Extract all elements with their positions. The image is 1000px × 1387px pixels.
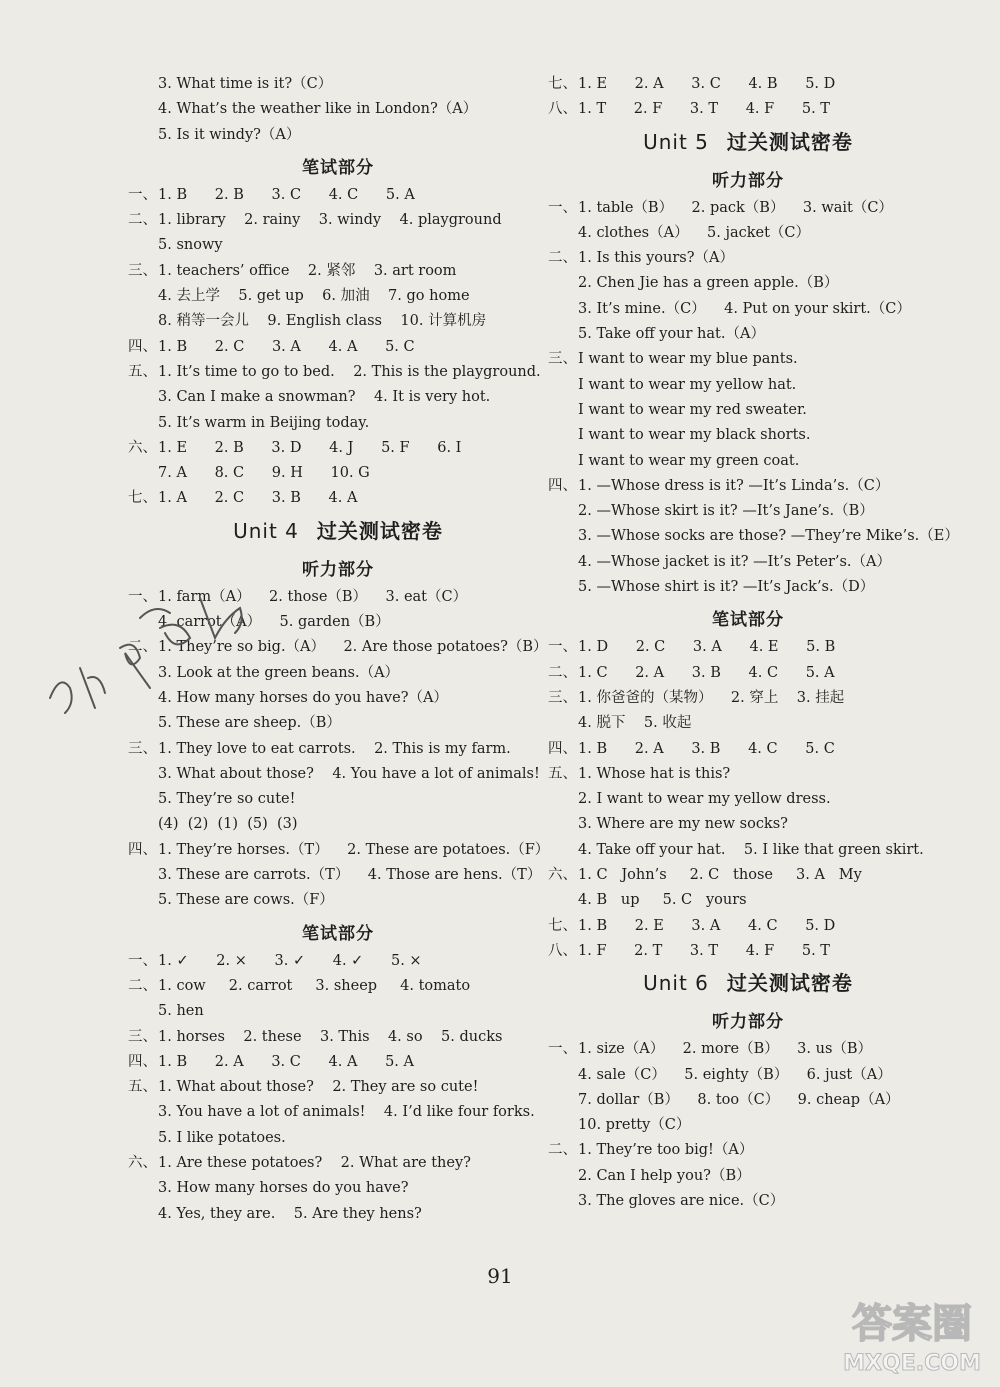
answer-text: 1. E 2. A 3. C 4. B 5. D (578, 76, 836, 92)
answer-line (128, 259, 548, 284)
answer-text: 1. B 2. C 3. A 4. A 5. C (158, 338, 415, 355)
answer-text: 4. Yes, they are. 5. Are they hens? (158, 1205, 422, 1222)
answer-text: 4. 脱下 5. 收起 (578, 715, 692, 732)
watermark-top: 答案圈 (852, 1301, 972, 1347)
unit-number: Unit 6 (643, 971, 709, 996)
answer-line (548, 550, 948, 575)
answer-line (548, 661, 948, 686)
answer-text: 5. I like potatoes. (158, 1129, 286, 1146)
unit-heading (128, 512, 548, 550)
question-number: 四、 (128, 338, 157, 355)
answer-line (548, 787, 948, 812)
answer-text: 1. 你爸爸的（某物） 2. 穿上 3. 挂起 (578, 689, 845, 706)
question-number: 四、 (128, 841, 157, 858)
question-number: 七、 (128, 490, 157, 507)
answer-line (548, 72, 948, 97)
answer-line (128, 1100, 548, 1125)
answer-line (548, 1189, 948, 1214)
answer-text: 1. Is this yours?（A） (578, 250, 734, 267)
answer-text: 5. Is it windy?（A） (158, 126, 301, 143)
question-number: 二、 (548, 250, 577, 267)
answer-line (128, 233, 548, 258)
answer-text: 10. pretty（C） (578, 1117, 691, 1134)
answer-line (548, 1063, 948, 1088)
question-number: 八、 (548, 101, 577, 118)
answer-line (548, 524, 959, 549)
answer-line (548, 221, 948, 246)
answer-line (548, 97, 948, 122)
answer-text: 1. B 2. A 3. B 4. C 5. C (578, 740, 835, 757)
answer-line (128, 949, 548, 974)
question-number: 二、 (548, 1142, 577, 1159)
question-number: 一、 (548, 199, 577, 216)
answer-text: 5. Take off your hat.（A） (578, 326, 765, 343)
answer-line (128, 309, 548, 334)
answer-text: I want to wear my blue pants. (578, 351, 798, 368)
answer-text: I want to wear my yellow hat. (578, 376, 797, 393)
answer-text: 5. —Whose shirt is it? —It’s Jack’s.（D） (578, 579, 875, 596)
answer-text: 7. A 8. C 9. H 10. G (158, 465, 370, 482)
answer-text: 5. These are cows.（F） (158, 892, 334, 909)
question-number: 二、 (128, 639, 157, 656)
answer-text: 1. They’re so big.（A） 2. Are those potatoes?（B） (158, 639, 548, 656)
question-number: 一、 (128, 588, 157, 605)
answer-text: 1. C John’s 2. C those 3. A My (578, 867, 862, 884)
answer-line (128, 787, 548, 812)
question-number: 二、 (128, 212, 157, 229)
answer-text: 1. What about those? 2. They are so cute! (158, 1079, 479, 1096)
unit-number: Unit 4 (233, 518, 299, 543)
question-number: 四、 (548, 740, 577, 757)
answer-text: 2. —Whose skirt is it? —It’s Jane’s.（B） (578, 503, 874, 520)
answer-text: 3. —Whose socks are those? —They’re Mike’s.（E） (578, 528, 959, 545)
answer-text: 1. size（A） 2. more（B） 3. us（B） (578, 1041, 873, 1058)
answer-text: 4. B up 5. C yours (578, 892, 747, 909)
answer-line (128, 974, 548, 999)
question-number: 五、 (128, 363, 157, 380)
answer-text: 1. ✓ 2. × 3. ✓ 4. ✓ 5. × (158, 952, 422, 969)
answer-line (128, 1202, 548, 1227)
answer-line (548, 914, 948, 939)
answer-text: 4. carrot（A） 5. garden（B） (158, 614, 390, 631)
answer-text: I want to wear my black shorts. (578, 427, 811, 444)
answer-text: 4. sale（C） 5. eighty（B） 6. just（A） (578, 1066, 892, 1083)
answer-line (548, 635, 948, 660)
answer-line (548, 1164, 948, 1189)
answer-text: 1. A 2. C 3. B 4. A (158, 490, 358, 507)
answer-line (548, 246, 948, 271)
answer-text: I want to wear my green coat. (578, 452, 800, 469)
section-heading: 笔试部分 (712, 610, 784, 631)
question-number: 五、 (548, 765, 577, 782)
answer-text: 1. E 2. B 3. D 4. J 5. F 6. I (158, 439, 462, 456)
answer-line (548, 1037, 948, 1062)
answer-text: 1. Whose hat is this? (578, 765, 731, 782)
unit-heading (548, 123, 948, 161)
answer-line (128, 888, 548, 913)
answer-text: 4. —Whose jacket is it? —It’s Peter’s.（A） (578, 553, 892, 570)
answer-text: 3. Can I make a snowman? 4. It is very hot. (158, 389, 491, 406)
section-heading: 听力部分 (712, 170, 784, 191)
answer-line (548, 423, 948, 448)
answer-line (548, 1113, 948, 1138)
answer-line (128, 1025, 548, 1050)
answer-text: 1. C 2. A 3. B 4. C 5. A (578, 664, 835, 681)
question-number: 一、 (548, 1041, 577, 1058)
answer-line (548, 575, 948, 600)
answer-line (128, 1050, 548, 1075)
question-number: 六、 (128, 1154, 157, 1171)
section-heading: 笔试部分 (302, 157, 374, 178)
unit-title: 过关测试密卷 (316, 518, 443, 543)
question-number: 三、 (128, 740, 157, 757)
answer-line (128, 208, 548, 233)
answer-line (128, 812, 548, 837)
answer-line (548, 474, 948, 499)
answer-line (548, 812, 948, 837)
question-number: 一、 (128, 952, 157, 969)
answer-text: 2. Can I help you?（B） (578, 1167, 751, 1184)
answer-line (128, 360, 548, 385)
answer-line (128, 436, 548, 461)
question-number: 四、 (548, 477, 577, 494)
answer-text: 1. B 2. E 3. A 4. C 5. D (578, 917, 836, 934)
answer-text: 3. What time is it?（C） (158, 76, 333, 92)
answer-text: 1. They’re too big!（A） (578, 1142, 754, 1159)
page-number: 91 (487, 1264, 513, 1288)
handwritten-scribble (40, 578, 270, 728)
answer-text: 1. teachers’ office 2. 紧邻 3. art room (158, 262, 457, 279)
question-number: 四、 (128, 1053, 157, 1070)
answer-text: 1. —Whose dress is it? —It’s Linda’s.（C） (578, 477, 890, 494)
answer-line (128, 1151, 548, 1176)
answer-text: 1. table（B） 2. pack（B） 3. wait（C） (578, 199, 893, 216)
answer-line (128, 762, 548, 787)
answer-line (128, 999, 548, 1024)
question-number: 二、 (128, 977, 157, 994)
section-heading: 听力部分 (302, 559, 374, 580)
answer-text: 1. They’re horses.（T） 2. These are potatoes.（F） (158, 841, 550, 858)
answer-text: 5. They’re so cute! (158, 791, 296, 808)
answer-line (128, 97, 548, 122)
answer-text: 3. You have a lot of animals! 4. I’d like four forks. (158, 1104, 535, 1121)
answer-line (548, 939, 948, 964)
answer-text: 5. hen (158, 1003, 204, 1020)
answer-text: 2. I want to wear my yellow dress. (578, 791, 831, 808)
answer-line (548, 347, 948, 372)
answer-text: 5. These are sheep.（B） (158, 715, 341, 732)
answer-line (548, 449, 948, 474)
answer-line (548, 271, 948, 296)
answer-text: 1. farm（A） 2. those（B） 3. eat（C） (158, 588, 468, 605)
answer-line (128, 1176, 548, 1201)
answer-line (548, 762, 948, 787)
answer-text: (4) (2) (1) (5) (3) (158, 816, 298, 833)
question-number: 八、 (548, 942, 577, 959)
unit-number: Unit 5 (643, 129, 709, 154)
answer-line (128, 385, 548, 410)
answer-text: 1. D 2. C 3. A 4. E 5. B (578, 639, 836, 656)
answer-text: 1. F 2. T 3. T 4. F 5. T (578, 942, 830, 959)
answer-line (548, 863, 948, 888)
answer-line (548, 373, 948, 398)
answer-text: 2. Chen Jie has a green apple.（B） (578, 275, 839, 292)
answer-text: 4. clothes（A） 5. jacket（C） (578, 224, 811, 241)
answer-text: 4. Take off your hat. 5. I like that green skirt. (578, 841, 924, 858)
question-number: 五、 (128, 1079, 157, 1096)
answer-line (128, 72, 548, 97)
answer-line (548, 1138, 948, 1163)
unit-title: 过关测试密卷 (726, 129, 853, 154)
answer-line (548, 711, 948, 736)
question-number: 三、 (128, 262, 157, 279)
question-number: 七、 (548, 917, 577, 934)
answer-line (548, 1088, 948, 1113)
watermark-logo (830, 1282, 995, 1382)
question-number: 七、 (548, 76, 577, 92)
question-number: 一、 (548, 639, 577, 656)
answer-text: 5. snowy (158, 237, 223, 254)
section-heading: 听力部分 (712, 1012, 784, 1033)
answer-text: 3. What about those? 4. You have a lot of animals! (158, 765, 540, 782)
answer-line (128, 284, 548, 309)
answer-text: 4. What’s the weather like in London?（A） (158, 101, 478, 118)
answer-text: 1. It’s time to go to bed. 2. This is the playground. (158, 363, 541, 380)
answer-line (548, 499, 948, 524)
answer-text: 7. dollar（B） 8. too（C） 9. cheap（A） (578, 1091, 900, 1108)
answer-line (548, 322, 948, 347)
answer-line (128, 461, 548, 486)
section-heading: 笔试部分 (302, 923, 374, 944)
answer-text: 3. The gloves are nice.（C） (578, 1192, 785, 1209)
answer-text: 3. Where are my new socks? (578, 816, 788, 833)
question-number: 三、 (548, 689, 577, 706)
answer-line (128, 1075, 548, 1100)
answer-text: 1. horses 2. these 3. This 4. so 5. ducks (158, 1028, 503, 1045)
answer-text: 1. B 2. A 3. C 4. A 5. A (158, 1053, 415, 1070)
question-number: 三、 (548, 351, 577, 368)
answer-text: 8. 稍等一会儿 9. English class 10. 计算机房 (158, 313, 487, 330)
answer-text: 3. It’s mine.（C） 4. Put on your skirt.（C） (578, 300, 911, 317)
answer-line (128, 838, 548, 863)
answer-text: 3. These are carrots.（T） 4. Those are hens.（T） (158, 867, 542, 884)
answer-text: 1. library 2. rainy 3. windy 4. playground (158, 212, 502, 229)
answer-text: I want to wear my red sweater. (578, 401, 807, 418)
answer-line (128, 1126, 548, 1151)
answer-text: 1. Are these potatoes? 2. What are they? (158, 1154, 471, 1171)
answer-text: 4. 去上学 5. get up 6. 加油 7. go home (158, 288, 470, 305)
answer-line (128, 737, 548, 762)
answer-line (128, 335, 548, 360)
question-number: 六、 (128, 439, 157, 456)
answer-text: 1. cow 2. carrot 3. sheep 4. tomato (158, 977, 471, 994)
question-number: 六、 (548, 867, 577, 884)
unit-heading (548, 964, 948, 1002)
answer-text: 1. T 2. F 3. T 4. F 5. T (578, 101, 830, 118)
answer-text: 1. They love to eat carrots. 2. This is my farm. (158, 740, 511, 757)
answer-text: 4. How many horses do you have?（A） (158, 689, 448, 706)
unit-title: 过关测试密卷 (726, 971, 853, 996)
watermark-bottom: MXQE.COM (843, 1351, 981, 1376)
answer-text: 1. B 2. B 3. C 4. C 5. A (158, 186, 415, 203)
question-number: 二、 (548, 664, 577, 681)
answer-line (548, 737, 948, 762)
answer-line (128, 183, 548, 208)
answer-text: 5. It’s warm in Beijing today. (158, 414, 370, 431)
answer-line (548, 888, 948, 913)
answer-text: 3. How many horses do you have? (158, 1180, 409, 1197)
answer-line (548, 297, 948, 322)
answer-line (548, 398, 948, 423)
answer-text: 3. Look at the green beans.（A） (158, 664, 400, 681)
question-number: 三、 (128, 1028, 157, 1045)
answer-line (128, 863, 548, 888)
right-column (548, 72, 959, 1214)
question-number: 一、 (128, 186, 157, 203)
answer-line (128, 411, 548, 436)
answer-line (548, 196, 948, 221)
answer-line (128, 123, 548, 148)
answer-line (128, 486, 548, 511)
answer-line (548, 686, 948, 711)
answer-line (548, 838, 948, 863)
